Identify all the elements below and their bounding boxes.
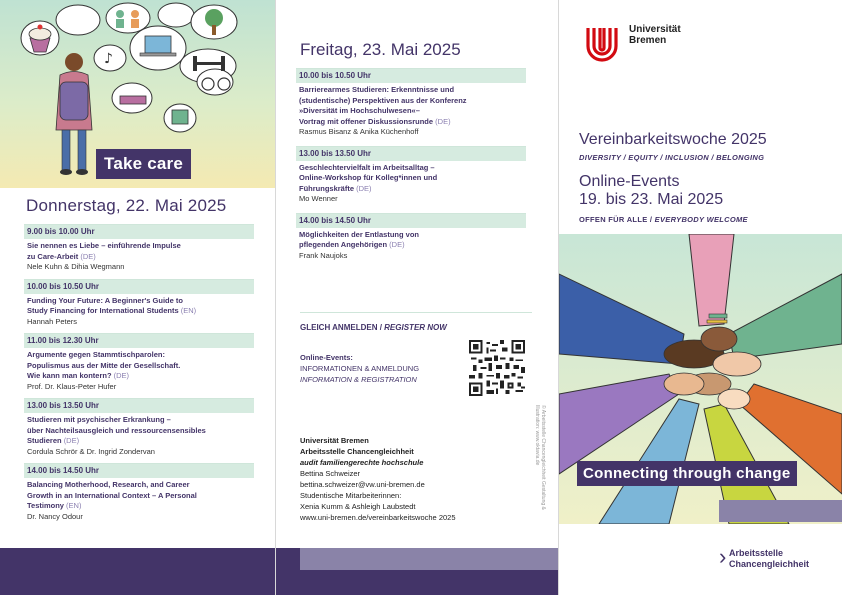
event-time: 14.00 bis 14.50 Uhr	[296, 214, 526, 228]
event-language: (EN)	[66, 501, 82, 510]
event-item	[24, 224, 254, 273]
event-item	[24, 333, 254, 392]
event-language: (DE)	[63, 436, 80, 445]
event-item	[24, 279, 254, 328]
take-care-illustration	[0, 0, 276, 188]
right-stripe	[719, 500, 842, 522]
left-panel	[0, 0, 276, 595]
contact-staff: Xenia Kumm & Ashleigh Laubstedt	[300, 502, 416, 511]
contact-org: Universität Bremen	[300, 436, 369, 445]
contact-staff-label: Studentische Mitarbeiterinnen:	[300, 491, 402, 500]
register-heading: GLEICH ANMELDEN / REGISTER NOW	[300, 323, 447, 332]
online-info-en[interactable]: INFORMATION & REGISTRATION	[300, 375, 417, 384]
event-title-line: Growth in an International Context – A Personal	[27, 490, 197, 500]
event-language: (DE)	[389, 240, 405, 249]
event-title-line: pflegenden Angehörigen	[299, 240, 388, 249]
credit-text: © Arbeitsstelle Chancengleichheit Gestaltung & Illustration: www.oktavia.de	[534, 405, 546, 510]
university-name-line2: Bremen	[629, 35, 667, 46]
university-name	[629, 24, 681, 46]
event-language: (DE)	[113, 371, 130, 380]
event-title	[296, 228, 526, 251]
event-series-subtitle: DIVERSITY / EQUITY / INCLUSION / BELONGING	[579, 153, 765, 162]
contact-url-link[interactable]: www.uni-bremen.de/vereinbarkeitswoche 2025	[300, 513, 456, 522]
contact-name: Bettina Schweizer	[300, 469, 361, 478]
take-care-label: Take care	[96, 149, 191, 179]
event-series-title: Vereinbarkeitswoche 2025	[579, 131, 767, 148]
event-title-line: Führungskräfte	[299, 183, 355, 193]
middle-panel	[276, 0, 559, 595]
event-time: 13.00 bis 13.50 Uhr	[24, 399, 254, 413]
event-item	[296, 68, 526, 138]
online-info-de[interactable]: INFORMATIONEN & ANMELDUNG	[300, 364, 420, 373]
event-title	[24, 478, 254, 512]
open-en: EVERYBODY WELCOME	[654, 215, 748, 224]
event-title-line: Online-Workshop für Kolleg*innen und	[299, 173, 438, 182]
day-title-thursday: Donnerstag, 22. Mai 2025	[26, 196, 227, 215]
open-de: OFFEN FÜR ALLE /	[579, 215, 653, 224]
event-item	[24, 463, 254, 522]
svg-text:♪: ♪	[104, 51, 113, 67]
event-title-line: Studieren mit psychischer Erkrankung –	[27, 415, 171, 424]
event-time: 10.00 bis 10.50 Uhr	[24, 280, 254, 294]
friday-event-list	[296, 68, 526, 267]
event-title-line: Funding Your Future: A Beginner's Guide to	[27, 295, 183, 305]
contact-block	[300, 435, 456, 523]
event-title-line: Testimony	[27, 501, 64, 510]
event-time: 14.00 bis 14.50 Uhr	[24, 464, 254, 478]
event-title-line: Argumente gegen Stammtischparolen:	[27, 350, 165, 359]
event-time: 9.00 bis 10.00 Uhr	[24, 225, 254, 239]
event-title-line: über Nachteilsausgleich und ressourcensensibles	[27, 425, 206, 435]
contact-audit: audit familiengerechte hochschule	[300, 458, 424, 467]
event-title-line: »Diversität im Hochschulwesen«–	[299, 106, 420, 115]
footer-stripe	[300, 548, 559, 570]
contact-dept: Arbeitsstelle Chancengleichheit	[300, 447, 414, 456]
register-heading-de: GLEICH ANMELDEN	[300, 323, 378, 332]
connecting-label: Connecting through change	[577, 461, 797, 486]
event-speaker: Cordula Schrör & Dr. Ingrid Zondervan	[27, 446, 155, 456]
arbeitsstelle-line2: Chancengleichheit	[729, 559, 810, 569]
arbeitsstelle-logo	[719, 544, 810, 570]
event-speaker: Hannah Peters	[27, 316, 78, 326]
event-speaker: Nele Kuhn & Dihia Wegmann	[27, 262, 125, 271]
event-title	[24, 294, 254, 317]
event-title-line: Vortrag mit offener Diskussionsrunde	[299, 116, 434, 126]
event-language: (DE)	[356, 183, 372, 193]
event-title	[296, 161, 526, 195]
event-speaker: Dr. Nancy Odour	[27, 511, 83, 521]
event-speaker: Rasmus Bisanz & Anika Küchenhoff	[299, 127, 419, 136]
event-title-line: Barrierearmes Studieren: Erkenntnisse und	[299, 85, 455, 94]
event-title-line: zu Care-Arbeit	[27, 251, 79, 261]
event-item	[296, 146, 526, 205]
event-language: (EN)	[180, 306, 197, 315]
open-for-all	[579, 215, 748, 224]
event-dates: 19. bis 23. Mai 2025	[579, 191, 724, 208]
footer-band	[0, 548, 276, 595]
event-title-line: Studieren	[27, 436, 62, 445]
event-title-line: Populismus aus der Mitte der Gesellschaft.	[27, 360, 181, 370]
university-name-line1: Universität	[629, 24, 681, 35]
event-title	[296, 83, 526, 127]
day-title-friday: Freitag, 23. Mai 2025	[300, 40, 461, 59]
chevron-right-icon: ›	[719, 544, 727, 569]
event-title-line: Sie nennen es Liebe – einführende Impulse	[27, 241, 181, 250]
event-title-line: Balancing Motherhood, Research, and Career	[27, 480, 190, 489]
event-title-line: Study Financing for International Students	[27, 306, 179, 315]
right-panel	[559, 0, 842, 595]
event-time: 11.00 bis 12.30 Uhr	[24, 334, 254, 348]
contact-email-link[interactable]: bettina.schweizer@vw.uni-bremen.de	[300, 480, 425, 489]
event-title	[24, 413, 254, 447]
thursday-event-list	[24, 224, 254, 528]
event-title-line: (studentische) Perspektiven aus der Konferenz	[299, 95, 467, 105]
register-block	[300, 312, 532, 332]
register-heading-en: REGISTER NOW	[384, 323, 447, 332]
event-speaker: Prof. Dr. Klaus-Peter Hufer	[27, 381, 117, 391]
event-time: 13.00 bis 13.50 Uhr	[296, 147, 526, 161]
event-item	[296, 213, 526, 262]
event-title	[24, 348, 254, 382]
event-title-line: Möglichkeiten der Entlastung von	[299, 229, 420, 239]
event-time: 10.00 bis 10.50 Uhr	[296, 69, 526, 83]
event-speaker: Frank Naujoks	[299, 250, 348, 260]
event-title	[24, 239, 254, 262]
online-events-heading: Online-Events	[579, 173, 680, 190]
event-language: (DE)	[80, 251, 96, 261]
online-info	[300, 352, 419, 385]
event-item	[24, 398, 254, 457]
event-speaker: Mo Wenner	[299, 194, 338, 203]
event-language: (DE)	[435, 116, 451, 126]
online-label: Online-Events:	[300, 353, 353, 362]
event-title-line: Wie kann man kontern?	[27, 371, 112, 380]
qr-code[interactable]	[469, 340, 525, 396]
arbeitsstelle-line1: Arbeitsstelle	[729, 548, 784, 558]
event-title-line: Geschlechtervielfalt im Arbeitsalltag –	[299, 162, 435, 172]
